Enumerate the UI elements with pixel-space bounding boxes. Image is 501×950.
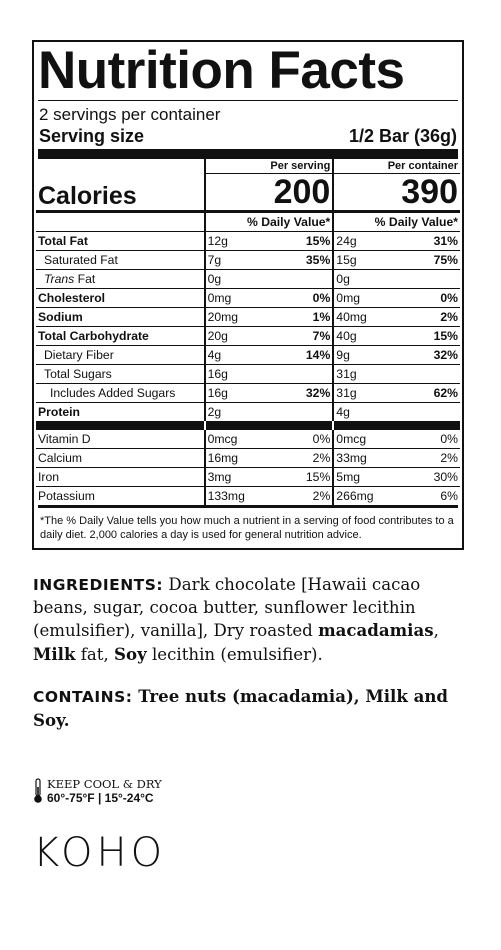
container-amount: 266mg (333, 487, 400, 506)
dv-header-container: % Daily Value* (333, 212, 460, 232)
ingredients-text-4: lecithin (emulsifier). (146, 644, 323, 664)
container-dv: 32% (401, 346, 460, 365)
per-serving-label: Per serving (205, 159, 334, 174)
dv-header-spacer (36, 212, 205, 232)
allergen-statement (33, 685, 473, 731)
trans-suffix: Fat (77, 272, 96, 286)
container-amount: 40g (333, 327, 400, 346)
serving-dv: 2% (272, 449, 333, 468)
serving-dv: 2% (312, 489, 331, 503)
serving-dv: 14% (272, 346, 333, 365)
contains-label: CONTAINS: (33, 688, 133, 706)
serving-amount: 12g (205, 232, 272, 251)
serving-amount: 4g (205, 346, 272, 365)
ingredients-label: INGREDIENTS: (33, 576, 164, 594)
serving-amount: 16g (205, 384, 272, 403)
nutrient-name: Saturated Fat (36, 251, 205, 270)
trans-italic: Trans (44, 272, 75, 286)
container-amount: 40mg (333, 308, 400, 327)
container-amount: 9g (333, 346, 400, 365)
ingredient-milk: Milk (33, 643, 76, 664)
ingredients-text-3: fat, (75, 644, 115, 664)
container-dv: 2% (401, 308, 460, 327)
container-dv: 2% (401, 449, 460, 468)
container-amount: 15g (333, 251, 400, 270)
divider (38, 100, 458, 101)
nutrient-row-cholesterol (36, 289, 460, 308)
container-dv (401, 270, 460, 289)
serving-dv (272, 403, 333, 422)
container-amount: 0g (333, 270, 400, 289)
serving-dv: 7% (272, 327, 333, 346)
serving-amount: 7g (205, 251, 272, 270)
serving-amount: 0mcg (205, 430, 272, 449)
serving-size-value: 1/2 Bar (36g) (348, 126, 457, 146)
container-amount: 33mg (333, 449, 400, 468)
serving-dv: 15% (272, 232, 333, 251)
ingredients-text-1: Dark chocolate [Hawaii cacao beans, sugar, cocoa butter, sunflower lecithin (emulsifier), vanilla], Dry roasted (33, 575, 421, 640)
servings-per-container: 2 servings per container (39, 105, 221, 124)
calories-header-row (36, 159, 460, 174)
nutrient-name: Vitamin D (36, 430, 205, 449)
serving-size-label: Serving size (39, 126, 145, 146)
nutrient-row-total-carbohydrate (36, 327, 460, 346)
serving-dv (272, 270, 333, 289)
container-amount: 4g (333, 403, 400, 422)
serving-amount: 20g (205, 327, 272, 346)
nutrient-name: Iron (36, 468, 205, 487)
storage-line-2: 60°-75°F | 15°-24°C (47, 791, 154, 805)
container-dv (401, 365, 460, 384)
vitamin-row-vitamin-d (36, 430, 460, 449)
vitamin-row-potassium (36, 487, 460, 506)
nutrient-row-dietary-fiber (36, 346, 460, 365)
serving-amount: 3mg (205, 468, 272, 487)
container-amount: 31g (333, 365, 400, 384)
nutrient-name: Total Sugars (36, 365, 205, 384)
calories-label: Calories (38, 182, 137, 210)
serving-amount: 0g (205, 270, 272, 289)
serving-amount: 16g (205, 365, 272, 384)
nutrient-name (36, 270, 205, 289)
ingredient-soy: Soy (114, 643, 147, 664)
nutrient-row-added-sugars (36, 384, 460, 403)
container-amount: 31g (333, 384, 400, 403)
per-container-label: Per container (333, 159, 460, 174)
serving-amount: 20mg (205, 308, 272, 327)
container-dv: 15% (401, 327, 460, 346)
serving-dv: 15% (272, 468, 333, 487)
nutrition-facts-panel (32, 40, 464, 550)
container-dv (401, 403, 460, 422)
container-amount: 5mg (333, 468, 400, 487)
divider-thick (38, 149, 458, 159)
brand-logo: KOHO (33, 830, 167, 876)
nutrient-name: Dietary Fiber (36, 346, 205, 365)
ingredients-statement (33, 574, 473, 666)
serving-amount: 0mg (205, 289, 272, 308)
container-dv: 75% (401, 251, 460, 270)
container-dv: 31% (401, 232, 460, 251)
thermometer-icon (33, 778, 43, 804)
storage-text (47, 778, 162, 805)
dv-header-serving: % Daily Value* (205, 212, 334, 232)
container-dv: 0% (401, 430, 460, 449)
contains-text: Tree nuts (macadamia), Milk and Soy. (33, 686, 449, 730)
calories-per-serving: 200 (205, 174, 334, 212)
nutrient-row-total-fat (36, 232, 460, 251)
serving-dv: 35% (272, 251, 333, 270)
calories-per-container: 390 (333, 174, 460, 212)
nutrient-name: Protein (38, 405, 80, 419)
vitamin-row-iron (36, 468, 460, 487)
ingredients-text-2: , (433, 621, 439, 640)
serving-dv: 0% (272, 430, 333, 449)
divider-thick (36, 421, 460, 430)
serving-dv: 1% (272, 308, 333, 327)
container-dv: 6% (440, 489, 458, 503)
ingredient-macadamias: macadamias (318, 620, 434, 640)
serving-amount: 16mg (205, 449, 272, 468)
nutrition-table (36, 159, 460, 505)
nutrient-name: Calcium (36, 449, 205, 468)
container-amount: 24g (333, 232, 400, 251)
nutrient-row-saturated-fat (36, 251, 460, 270)
nutrient-row-trans-fat (36, 270, 460, 289)
container-amount: 0mcg (333, 430, 400, 449)
storage-info (33, 778, 162, 805)
container-amount: 0mg (333, 289, 400, 308)
nutrient-name: Cholesterol (36, 289, 205, 308)
divider-footnote (38, 505, 458, 508)
serving-dv: 32% (272, 384, 333, 403)
nutrient-name: Total Fat (36, 232, 205, 251)
nutrient-row-sodium (36, 308, 460, 327)
serving-amount: 133mg (205, 487, 272, 506)
storage-line-1: KEEP COOL & DRY (47, 777, 162, 791)
container-dv: 62% (401, 384, 460, 403)
vitamin-row-calcium (36, 449, 460, 468)
nutrient-name: Total Carbohydrate (36, 327, 205, 346)
container-dv: 30% (401, 468, 460, 487)
nutrient-name: Includes Added Sugars (36, 384, 205, 403)
nutrient-name: Potassium (38, 489, 95, 503)
daily-value-header-row (36, 212, 460, 232)
nutrient-row-protein (36, 403, 460, 422)
serving-dv: 0% (272, 289, 333, 308)
nutrient-row-total-sugars (36, 365, 460, 384)
container-dv: 0% (401, 289, 460, 308)
daily-value-footnote: *The % Daily Value tells you how much a nutrient in a serving of food contributes to a daily diet. 2,000 calories a day is used for general nutrition advice. (40, 515, 454, 541)
nutrition-title: Nutrition Facts (38, 41, 405, 100)
serving-size-row (39, 125, 457, 149)
nutrient-name: Sodium (36, 308, 205, 327)
serving-amount: 2g (205, 403, 272, 422)
serving-dv (272, 365, 333, 384)
